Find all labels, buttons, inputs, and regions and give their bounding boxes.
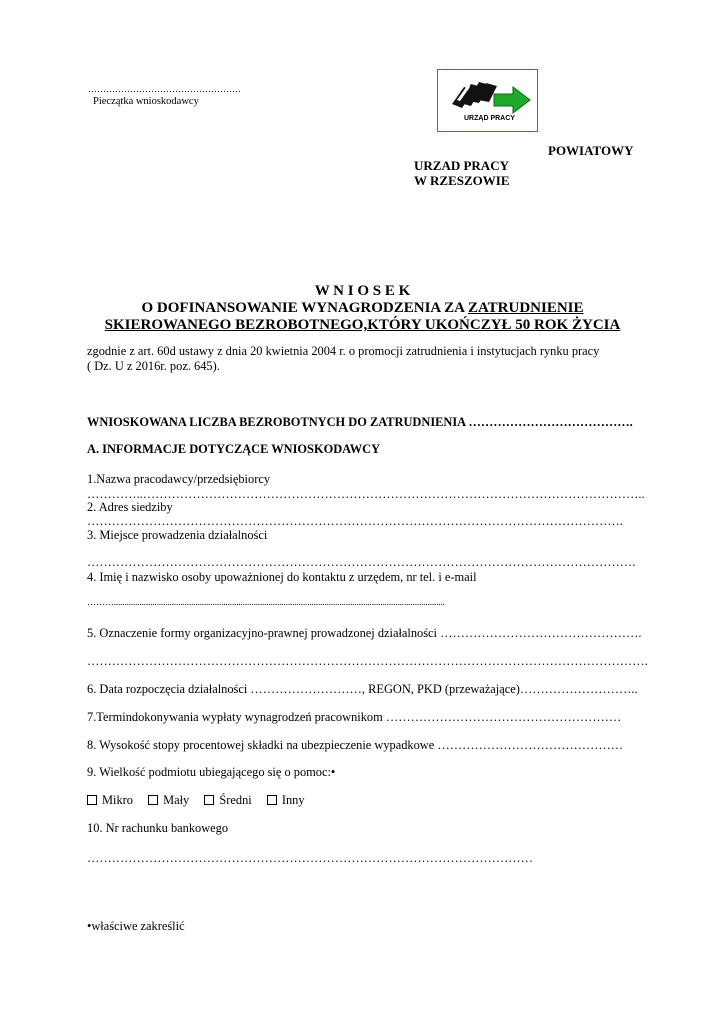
address-input[interactable]: …………………………………………………………………………………………………………………. [87, 514, 623, 528]
requested-count-field[interactable]: WNIOSKOWANA LICZBA BEZROBOTNYCH DO ZATRUDNIENIA …………………………………. [87, 415, 633, 429]
option-sredni[interactable] [204, 793, 251, 808]
legal-basis-line-1: zgodnie z art. 60d ustawy z dnia 20 kwietnia 2004 r. o promocji zatrudnienia i instytucjach rynku pracy [87, 344, 600, 358]
legal-form-field[interactable]: 5. Oznaczenie formy organizacyjno-prawnej prowadzonej działalności …………………………………………. [87, 626, 642, 640]
contact-person-label: 4. Imię i nazwisko osoby upoważnionej do kontaktu z urzędem, nr tel. i e-mail [87, 570, 477, 584]
bank-account-label: 10. Nr rachunku bankowego [87, 821, 229, 835]
option-mikro-label: Mikro [102, 793, 133, 807]
checkbox-maly[interactable] [148, 795, 158, 805]
start-date-regon-pkd-field[interactable]: 6. Data rozpoczęcia działalności ………………………, REGON, PKD (przeważające)……………………….. [87, 682, 638, 696]
option-inny[interactable] [267, 793, 305, 808]
office-line-3: W RZESZOWIE [414, 173, 510, 188]
business-location-input[interactable]: ……………………………………………………………………………………………………………………. [87, 555, 636, 569]
office-logo [437, 69, 538, 132]
enterprise-size-label: 9. Wielkość podmiotu ubiegającego się o pomoc:• [87, 765, 336, 779]
title-line-3: SKIEROWANEGO BEZROBOTNEGO,KTÓRY UKOŃCZYŁ 50 ROK ŻYCIA [104, 317, 621, 333]
contact-person-input[interactable]: ……….......................................................................................................................................................... [87, 597, 445, 607]
document-title [0, 283, 725, 334]
option-inny-label: Inny [281, 793, 305, 807]
enterprise-size-options [87, 793, 317, 808]
accident-insurance-rate-field[interactable]: 8. Wysokość stopy procentowej składki na ubezpieczenie wypadkowe ……………………………………… [87, 738, 624, 752]
employer-name-label: 1.Nazwa pracodawcy/przedsiębiorcy [87, 472, 271, 486]
legal-basis-line-2: ( Dz. U z 2016r. poz. 645). [87, 359, 220, 373]
bank-account-input[interactable]: ……………………………………………………………………………………………… [87, 851, 534, 865]
office-line-2: URZAD PRACY [414, 158, 509, 173]
salary-payment-date-field[interactable]: 7.Termindokonywania wypłaty wynagrodzeń pracownikom ………………………………………………… [87, 710, 622, 724]
business-location-label: 3. Miejsce prowadzenia działalności [87, 528, 268, 542]
title-word: W N I O S E K [314, 283, 411, 299]
option-maly-label: Mały [163, 793, 190, 807]
option-mikro[interactable] [87, 793, 133, 808]
legal-form-input-continued[interactable]: ………………………………………………………………………………………………………………………. [87, 654, 648, 668]
checkbox-inny[interactable] [267, 795, 277, 805]
stamp-label: Pieczątka wnioskodawcy [93, 96, 199, 107]
office-logo-graphic [438, 70, 536, 130]
title-line-2 [0, 300, 725, 317]
employer-name-input[interactable]: …………..………………………………………………………………………………………………………….. [87, 487, 645, 501]
option-maly[interactable] [148, 793, 189, 808]
stamp-line: …………………………………………… [88, 84, 241, 94]
section-a-heading: A. INFORMACJE DOTYCZĄCE WNIOSKODAWCY [87, 442, 381, 456]
title-line-2-plain: O DOFINANSOWANIE WYNAGRODZENIA ZA [141, 300, 468, 316]
title-line-2-underlined: ZATRUDNIENIE [467, 300, 584, 316]
option-sredni-label: Średni [219, 793, 252, 807]
address-label: 2. Adres siedziby [87, 500, 173, 514]
checkbox-mikro[interactable] [87, 795, 97, 805]
office-line-1: POWIATOWY [548, 143, 634, 158]
logo-text: URZĄD PRACY [464, 115, 515, 122]
footnote: •właściwe zakreślić [87, 919, 185, 933]
checkbox-sredni[interactable] [204, 795, 214, 805]
